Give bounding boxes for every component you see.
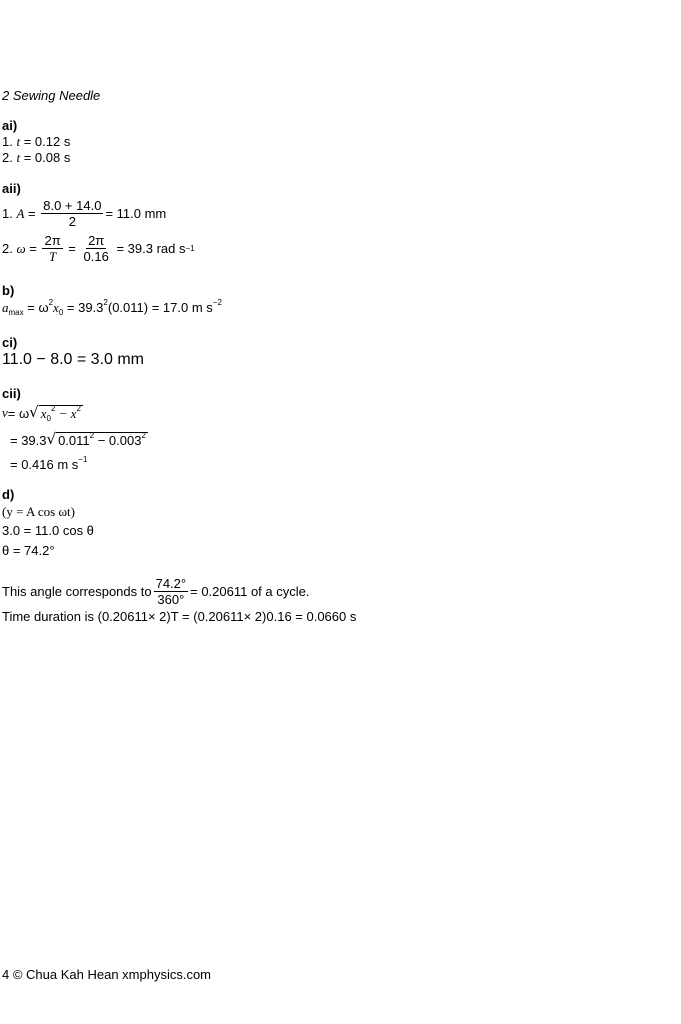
- heading-ci: ci): [2, 335, 18, 350]
- cii-line-2: = 39.3 √ $0.011^2 - 0.003^2$: [10, 430, 146, 448]
- b-line: $a_{max} = \omega^2x_0 = 39.3^2(0.011) = 17.0$ m $s^{-2}$: [2, 298, 222, 317]
- fraction-amplitude: $\frac{8.0 + 14.0}{2}$: [43, 198, 102, 229]
- heading-aii: aii): [2, 181, 21, 196]
- d-line-1: (y = A cos ωt): [2, 504, 75, 519]
- page-title: 2 Sewing Needle: [2, 88, 101, 103]
- sqrt-velocity: √ $x_0^2 - x^2$: [29, 403, 81, 423]
- sqrt-values: √ $0.011^2 - 0.003^2$: [46, 430, 146, 448]
- cii-line-3: = 0.416 m $s^{-1}$: [10, 455, 88, 472]
- heading-d: d): [2, 487, 15, 502]
- heading-cii: cii): [2, 386, 21, 401]
- angle-fraction-line: This angle corresponds to $\frac{74.2^\circ}{360^\circ}$ = 0.20611 of a cycle.: [2, 576, 310, 607]
- d-line-3: θ = 74.2°: [2, 543, 55, 558]
- ai-line-1: 1. t = 0.12 s: [2, 134, 71, 149]
- aii-line-2: 2. ω = $\frac{2\pi}{T}$ = $\frac{2\pi}{0.16}$ = 39.3 rad s −1: [2, 233, 195, 264]
- fraction-omega-2: $\frac{2\pi}{0.16}$: [83, 233, 109, 264]
- heading-ai: ai): [2, 118, 18, 133]
- ai-line-2: 2. t = 0.08 s: [2, 150, 71, 165]
- ci-line: 11.0 − 8.0 = 3.0 mm: [2, 351, 145, 368]
- time-duration-line: Time duration is (0.20611× 2)T = (0.20611× 2)0.16 = 0.0660 s: [2, 609, 357, 624]
- page-footer: 4 © Chua Kah Hean xmphysics.com: [2, 967, 212, 982]
- d-line-2: 3.0 = 11.0 cos θ: [2, 523, 94, 538]
- aii-line-1: 1. A = $\frac{8.0 + 14.0}{2}$ = 11.0 mm: [2, 198, 167, 229]
- heading-b: b): [2, 283, 15, 298]
- cii-line-1: v = ω √ $x_0^2 - x^2$: [2, 403, 81, 423]
- fraction-omega-1: $\frac{2\pi}{T}$: [44, 233, 61, 264]
- fraction-angle: $\frac{74.2^\circ}{360^\circ}$: [155, 576, 187, 607]
